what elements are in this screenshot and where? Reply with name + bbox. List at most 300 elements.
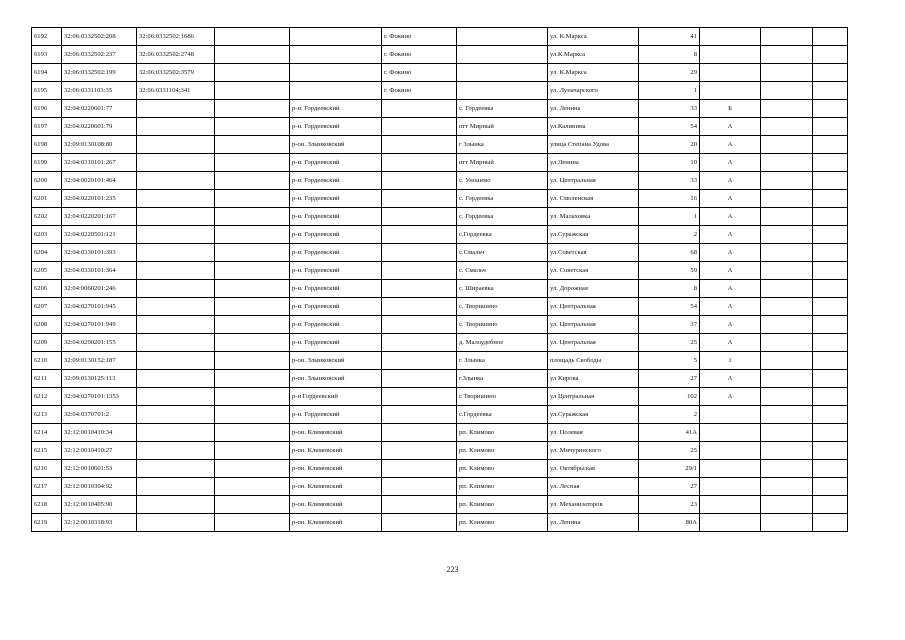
empty-cell [215, 460, 290, 478]
table-row [32, 28, 848, 46]
empty-cell [761, 100, 813, 118]
empty-cell [813, 280, 848, 298]
house-number-cell: 59 [639, 262, 700, 280]
building-letter-cell [700, 406, 761, 424]
empty-cell [813, 190, 848, 208]
cadastral-number-cell: 32:04:0270101:1353 [62, 388, 137, 406]
cadastral-number-cell: 32:04:0220201:167 [62, 208, 137, 226]
row-number-cell: 6196 [32, 100, 62, 118]
building-letter-cell [700, 28, 761, 46]
locality-cell [457, 64, 548, 82]
parent-cadastral-number-cell [137, 406, 215, 424]
empty-cell [215, 478, 290, 496]
street-cell: ул. К.Маркса [548, 64, 639, 82]
street-cell: ул. Советская [548, 262, 639, 280]
empty-cell [761, 136, 813, 154]
cadastral-number-cell: 32:09:0130125:113 [62, 370, 137, 388]
district-cell: р-н. Гордеевский [290, 226, 382, 244]
street-cell: ул. Ленина [548, 100, 639, 118]
locality-cell [457, 46, 548, 64]
empty-cell [761, 334, 813, 352]
building-letter-cell [700, 478, 761, 496]
parent-cadastral-number-cell [137, 478, 215, 496]
empty-cell [813, 226, 848, 244]
empty-cell [813, 64, 848, 82]
empty-cell [761, 406, 813, 424]
city-cell [382, 280, 457, 298]
row-number-cell: 6209 [32, 334, 62, 352]
house-number-cell: 1 [639, 208, 700, 226]
locality-cell: с. Творишино [457, 316, 548, 334]
house-number-cell: 25 [639, 442, 700, 460]
empty-cell [215, 514, 290, 532]
house-number-cell: 54 [639, 298, 700, 316]
building-letter-cell [700, 82, 761, 100]
district-cell: р-н. Гордеевский [290, 190, 382, 208]
table-row [32, 280, 848, 298]
empty-cell [813, 334, 848, 352]
district-cell [290, 28, 382, 46]
cadastral-number-cell: 32:12:0010410:27 [62, 442, 137, 460]
city-cell [382, 208, 457, 226]
street-cell: ул. Центральная [548, 316, 639, 334]
street-cell: ул.Суражская [548, 406, 639, 424]
parent-cadastral-number-cell [137, 424, 215, 442]
street-cell: ул. Малаховка [548, 208, 639, 226]
cadastral-number-cell: 32:04:0060201:246 [62, 280, 137, 298]
locality-cell [457, 28, 548, 46]
table-row [32, 262, 848, 280]
table-row [32, 64, 848, 82]
house-number-cell: 20 [639, 136, 700, 154]
empty-cell [761, 28, 813, 46]
parent-cadastral-number-cell [137, 352, 215, 370]
locality-cell: д. Малоудебное [457, 334, 548, 352]
district-cell: р-он. Злынковский [290, 370, 382, 388]
locality-cell: рп. Климово [457, 424, 548, 442]
building-letter-cell [700, 460, 761, 478]
empty-cell [761, 226, 813, 244]
table-row [32, 208, 848, 226]
empty-cell [813, 82, 848, 100]
house-number-cell: 68 [639, 244, 700, 262]
street-cell: ул. Мичуринского [548, 442, 639, 460]
table-row [32, 298, 848, 316]
row-number-cell: 6207 [32, 298, 62, 316]
parent-cadastral-number-cell [137, 118, 215, 136]
cadastral-number-cell: 32:12:0010304:92 [62, 478, 137, 496]
street-cell: ул. Центральная [548, 334, 639, 352]
table-row [32, 388, 848, 406]
row-number-cell: 6194 [32, 64, 62, 82]
empty-cell [813, 28, 848, 46]
empty-cell [215, 442, 290, 460]
street-cell: ул. Ленина [548, 514, 639, 532]
street-cell: ул. Лесная [548, 478, 639, 496]
empty-cell [215, 352, 290, 370]
district-cell: р-н. Гордеевский [290, 280, 382, 298]
cadastral-number-cell: 32:04:0270101:949 [62, 316, 137, 334]
empty-cell [215, 298, 290, 316]
cadastral-number-cell: 32:06:0332502:199 [62, 64, 137, 82]
row-number-cell: 6202 [32, 208, 62, 226]
building-letter-cell [700, 46, 761, 64]
empty-cell [215, 190, 290, 208]
building-letter-cell: А [700, 280, 761, 298]
table-row [32, 118, 848, 136]
district-cell: р-он. Климовский [290, 424, 382, 442]
city-cell [382, 442, 457, 460]
locality-cell: с.Гордеевка [457, 406, 548, 424]
house-number-cell: 37 [639, 316, 700, 334]
table-row [32, 316, 848, 334]
district-cell [290, 46, 382, 64]
street-cell: ул. Смоленская [548, 190, 639, 208]
row-number-cell: 6211 [32, 370, 62, 388]
empty-cell [215, 100, 290, 118]
table-row [32, 460, 848, 478]
street-cell: ул.Калинина [548, 118, 639, 136]
empty-cell [215, 172, 290, 190]
empty-cell [813, 442, 848, 460]
district-cell: р-он. Климовский [290, 460, 382, 478]
district-cell: р-н. Гордеевский [290, 262, 382, 280]
row-number-cell: 6205 [32, 262, 62, 280]
empty-cell [215, 370, 290, 388]
empty-cell [215, 334, 290, 352]
district-cell: р-он. Злынковский [290, 136, 382, 154]
house-number-cell: 5 [639, 352, 700, 370]
row-number-cell: 6199 [32, 154, 62, 172]
parent-cadastral-number-cell [137, 226, 215, 244]
empty-cell [215, 82, 290, 100]
table-row [32, 190, 848, 208]
empty-cell [761, 64, 813, 82]
district-cell: р-он. Злынковский [290, 352, 382, 370]
cadastral-number-cell: 32:09:0130108:80 [62, 136, 137, 154]
empty-cell [813, 478, 848, 496]
building-letter-cell: 1 [700, 352, 761, 370]
empty-cell [813, 316, 848, 334]
locality-cell: рп. Климово [457, 514, 548, 532]
parent-cadastral-number-cell [137, 388, 215, 406]
street-cell: ул. Центральная [548, 298, 639, 316]
empty-cell [761, 316, 813, 334]
city-cell [382, 514, 457, 532]
house-number-cell: 27 [639, 370, 700, 388]
table-row [32, 424, 848, 442]
empty-cell [761, 388, 813, 406]
parent-cadastral-number-cell [137, 496, 215, 514]
house-number-cell: 33 [639, 172, 700, 190]
locality-cell: пгт Мирный [457, 118, 548, 136]
table-row [32, 82, 848, 100]
city-cell [382, 118, 457, 136]
table-body [32, 28, 848, 532]
parent-cadastral-number-cell [137, 316, 215, 334]
cadastral-number-cell: 32:12:0010405:90 [62, 496, 137, 514]
house-number-cell: 33 [639, 100, 700, 118]
district-cell [290, 82, 382, 100]
table-row [32, 172, 848, 190]
table-row [32, 514, 848, 532]
parent-cadastral-number-cell [137, 136, 215, 154]
street-cell: ул. Центральная [548, 172, 639, 190]
city-cell [382, 262, 457, 280]
parent-cadastral-number-cell [137, 442, 215, 460]
district-cell: р-он. Климовский [290, 478, 382, 496]
row-number-cell: 6195 [32, 82, 62, 100]
house-number-cell: 25 [639, 334, 700, 352]
city-cell: г. Фокино [382, 46, 457, 64]
district-cell: р-н. Гордеевский [290, 298, 382, 316]
empty-cell [761, 514, 813, 532]
empty-cell [813, 460, 848, 478]
parent-cadastral-number-cell: 32:06:0332502:3579 [137, 64, 215, 82]
city-cell [382, 190, 457, 208]
cadastral-number-cell: 32:04:0330101:393 [62, 244, 137, 262]
cadastral-number-cell: 32:04:0020101:464 [62, 172, 137, 190]
empty-cell [761, 280, 813, 298]
cadastral-number-cell: 32:04:0220601:77 [62, 100, 137, 118]
city-cell [382, 226, 457, 244]
table-row [32, 370, 848, 388]
parent-cadastral-number-cell: 32:06:0331104:341 [137, 82, 215, 100]
parent-cadastral-number-cell [137, 370, 215, 388]
building-letter-cell: А [700, 370, 761, 388]
locality-cell [457, 82, 548, 100]
locality-cell: г Злынка [457, 136, 548, 154]
city-cell [382, 136, 457, 154]
cadastral-number-cell: 32:04:0220601:79 [62, 118, 137, 136]
city-cell [382, 370, 457, 388]
empty-cell [761, 46, 813, 64]
building-letter-cell: А [700, 190, 761, 208]
empty-cell [813, 370, 848, 388]
empty-cell [215, 154, 290, 172]
cadastral-number-cell: 32:04:0330101:364 [62, 262, 137, 280]
empty-cell [813, 496, 848, 514]
empty-cell [813, 208, 848, 226]
empty-cell [215, 46, 290, 64]
cadastral-number-cell: 32:12:0010601:53 [62, 460, 137, 478]
row-number-cell: 6217 [32, 478, 62, 496]
district-cell [290, 64, 382, 82]
empty-cell [813, 424, 848, 442]
parent-cadastral-number-cell: 32:06:0332502:1686 [137, 28, 215, 46]
empty-cell [215, 226, 290, 244]
row-number-cell: 6212 [32, 388, 62, 406]
cadastral-number-cell: 32:04:0310101:267 [62, 154, 137, 172]
row-number-cell: 6215 [32, 442, 62, 460]
city-cell: г. Фокино [382, 82, 457, 100]
city-cell [382, 460, 457, 478]
address-registry-table [31, 27, 848, 532]
empty-cell [813, 352, 848, 370]
table-row [32, 334, 848, 352]
parent-cadastral-number-cell [137, 100, 215, 118]
locality-cell: с. Творишино [457, 298, 548, 316]
city-cell [382, 406, 457, 424]
building-letter-cell: А [700, 136, 761, 154]
empty-cell [761, 118, 813, 136]
empty-cell [215, 208, 290, 226]
empty-cell [761, 208, 813, 226]
table-row [32, 442, 848, 460]
parent-cadastral-number-cell [137, 280, 215, 298]
table-row [32, 478, 848, 496]
empty-cell [761, 154, 813, 172]
locality-cell: рп. Климово [457, 460, 548, 478]
empty-cell [761, 478, 813, 496]
building-letter-cell: А [700, 244, 761, 262]
empty-cell [813, 388, 848, 406]
locality-cell: с.Смальч [457, 244, 548, 262]
house-number-cell: 8 [639, 280, 700, 298]
locality-cell: с. Шираевка [457, 280, 548, 298]
locality-cell: с. Гордеевка [457, 100, 548, 118]
row-number-cell: 6219 [32, 514, 62, 532]
empty-cell [813, 262, 848, 280]
table-row [32, 136, 848, 154]
street-cell: ул. Октябрьская [548, 460, 639, 478]
empty-cell [813, 118, 848, 136]
building-letter-cell [700, 514, 761, 532]
district-cell: р-он. Климовский [290, 442, 382, 460]
table-row [32, 226, 848, 244]
empty-cell [215, 262, 290, 280]
row-number-cell: 6193 [32, 46, 62, 64]
house-number-cell: 80А [639, 514, 700, 532]
parent-cadastral-number-cell [137, 190, 215, 208]
house-number-cell: 23 [639, 496, 700, 514]
district-cell: р-н. Гордеевский [290, 118, 382, 136]
empty-cell [813, 46, 848, 64]
empty-cell [813, 298, 848, 316]
empty-cell [761, 370, 813, 388]
empty-cell [761, 460, 813, 478]
street-cell: площадь Свободы [548, 352, 639, 370]
city-cell: г. Фокино [382, 64, 457, 82]
row-number-cell: 6192 [32, 28, 62, 46]
empty-cell [215, 118, 290, 136]
page-number: 223 [446, 565, 459, 574]
empty-cell [813, 244, 848, 262]
parent-cadastral-number-cell [137, 208, 215, 226]
district-cell: р-н. Гордеевский [290, 154, 382, 172]
building-letter-cell: А [700, 388, 761, 406]
table-row [32, 352, 848, 370]
building-letter-cell: А [700, 226, 761, 244]
locality-cell: с.Гордеевка [457, 226, 548, 244]
street-cell: ул. К.Маркса [548, 28, 639, 46]
district-cell: р-н. Гордеевский [290, 208, 382, 226]
district-cell: р-он. Климовский [290, 514, 382, 532]
locality-cell: с. Гордеевка [457, 190, 548, 208]
parent-cadastral-number-cell [137, 244, 215, 262]
empty-cell [761, 82, 813, 100]
district-cell: р-он. Климовский [290, 496, 382, 514]
district-cell: р-н. Гордеевский [290, 334, 382, 352]
table-row [32, 46, 848, 64]
parent-cadastral-number-cell [137, 154, 215, 172]
building-letter-cell: Б [700, 100, 761, 118]
row-number-cell: 6214 [32, 424, 62, 442]
district-cell: р-н. Гордеевский [290, 316, 382, 334]
cadastral-number-cell: 32:12:0010410:34 [62, 424, 137, 442]
house-number-cell: 29/1 [639, 460, 700, 478]
parent-cadastral-number-cell [137, 172, 215, 190]
city-cell [382, 154, 457, 172]
street-cell: ул. Луначарского [548, 82, 639, 100]
empty-cell [215, 136, 290, 154]
district-cell: р-н. Гордеевский [290, 172, 382, 190]
cadastral-number-cell: 32:04:0270101:945 [62, 298, 137, 316]
row-number-cell: 6203 [32, 226, 62, 244]
empty-cell [761, 244, 813, 262]
street-cell: ул.Ленина [548, 154, 639, 172]
house-number-cell: 29 [639, 64, 700, 82]
building-letter-cell [700, 496, 761, 514]
street-cell: ул Центральная [548, 388, 639, 406]
empty-cell [215, 64, 290, 82]
house-number-cell: 41 [639, 28, 700, 46]
building-letter-cell: А [700, 262, 761, 280]
house-number-cell: 27 [639, 478, 700, 496]
house-number-cell: 54 [639, 118, 700, 136]
row-number-cell: 6210 [32, 352, 62, 370]
city-cell [382, 352, 457, 370]
building-letter-cell: А [700, 316, 761, 334]
empty-cell [761, 172, 813, 190]
table-row [32, 154, 848, 172]
city-cell [382, 334, 457, 352]
parent-cadastral-number-cell [137, 298, 215, 316]
empty-cell [761, 262, 813, 280]
parent-cadastral-number-cell: 32:06:0332502:2748 [137, 46, 215, 64]
row-number-cell: 6206 [32, 280, 62, 298]
city-cell [382, 316, 457, 334]
cadastral-number-cell: 32:12:0010318:93 [62, 514, 137, 532]
building-letter-cell [700, 424, 761, 442]
building-letter-cell: А [700, 118, 761, 136]
empty-cell [215, 424, 290, 442]
street-cell: ул. Полевая [548, 424, 639, 442]
district-cell: р-н Гордеевский [290, 388, 382, 406]
locality-cell: рп. Климово [457, 442, 548, 460]
row-number-cell: 6197 [32, 118, 62, 136]
street-cell: ул.Советская [548, 244, 639, 262]
city-cell [382, 244, 457, 262]
empty-cell [813, 514, 848, 532]
parent-cadastral-number-cell [137, 514, 215, 532]
row-number-cell: 6201 [32, 190, 62, 208]
locality-cell: с Творишино [457, 388, 548, 406]
district-cell: р-н. Гордеевский [290, 406, 382, 424]
house-number-cell: 10 [639, 154, 700, 172]
empty-cell [215, 244, 290, 262]
parent-cadastral-number-cell [137, 460, 215, 478]
locality-cell: с. Уношево [457, 172, 548, 190]
building-letter-cell: А [700, 154, 761, 172]
city-cell [382, 496, 457, 514]
table-row [32, 244, 848, 262]
cadastral-number-cell: 32:04:0370701:2 [62, 406, 137, 424]
locality-cell: с. Смальч [457, 262, 548, 280]
locality-cell: рп. Климово [457, 478, 548, 496]
empty-cell [813, 100, 848, 118]
district-cell: р-н. Гордеевский [290, 244, 382, 262]
